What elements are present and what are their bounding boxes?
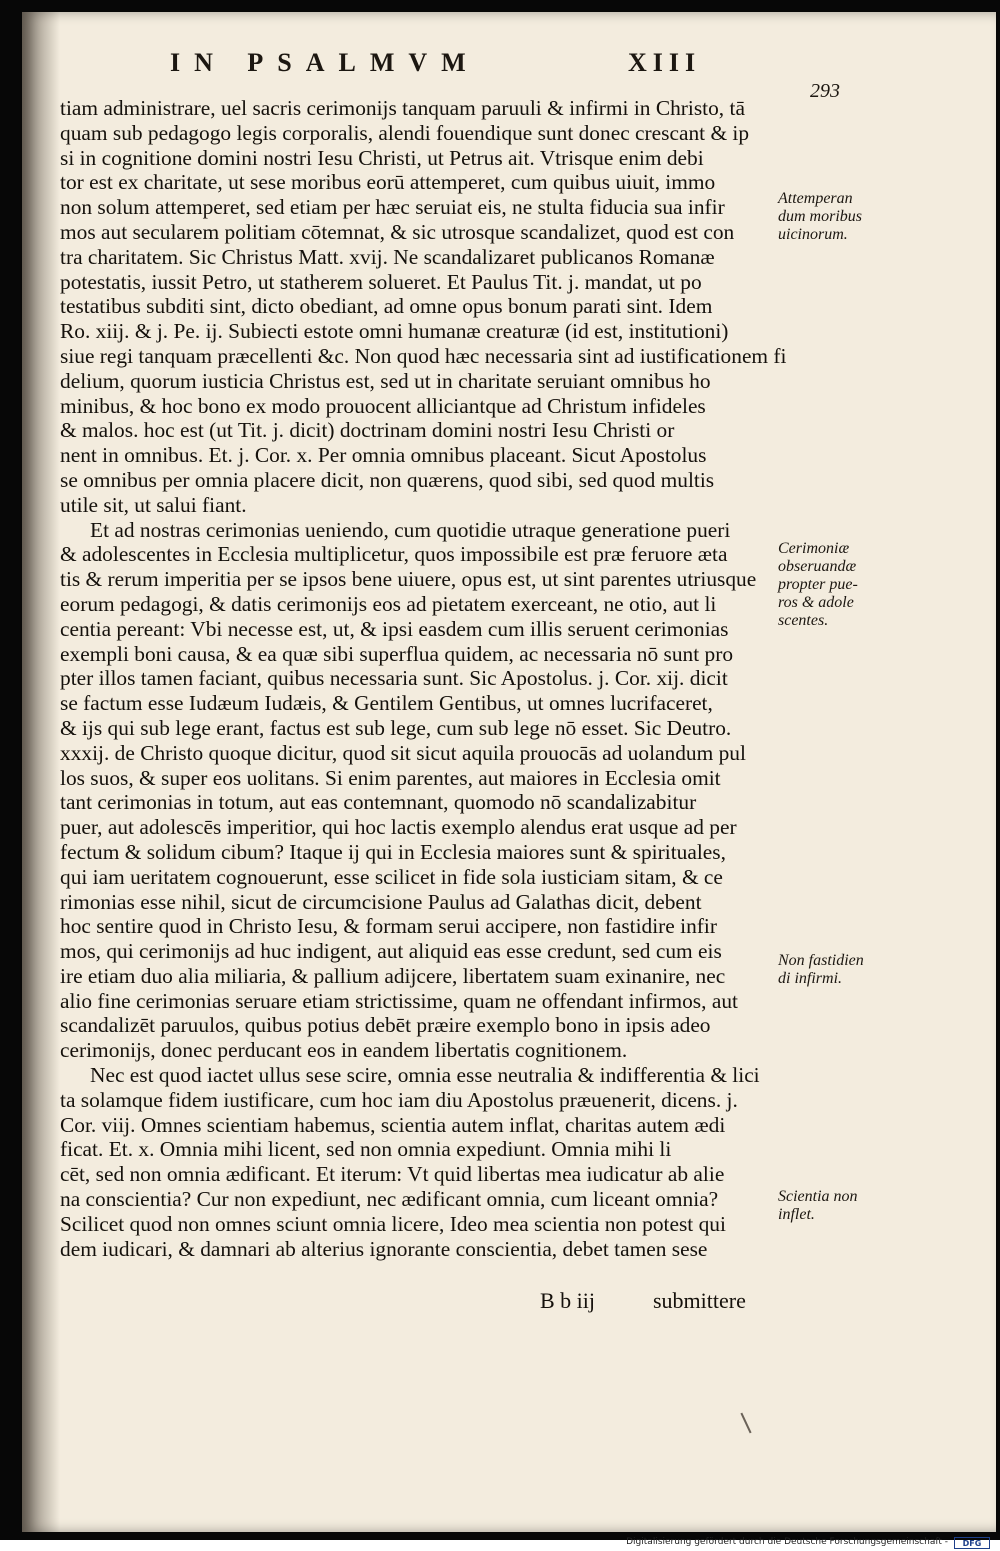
marginal-note-line: ros & adole (778, 594, 854, 611)
text-line: pter illos tamen faciant, quibus necessaria sunt. Sic Apostolus. j. Cor. xij. dicit (60, 666, 728, 691)
marginal-note-line: inflet. (778, 1206, 815, 1223)
dfg-logo: DFG (954, 1537, 990, 1549)
marginal-note-line: uicinorum. (778, 226, 848, 243)
marginal-note-line: Attemperan (778, 190, 853, 207)
funding-notice: Digitalisierung gefördert durch die Deutsche Forschungsgemeinschaft - (626, 1537, 948, 1547)
text-line: & ijs qui sub lege erant, factus est sub lege, cum sub lege nō esset. Sic Deutro. (60, 715, 732, 740)
text-line: se omnibus per omnia placere dicit, non quærens, quod sibi, sed quod multis (60, 467, 715, 492)
text-line: ire etiam duo alia miliaria, & pallium adijcere, libertatem suam exinanire, nec (60, 963, 726, 988)
marginal-note-line: propter pue- (778, 576, 858, 593)
marginal-note-line: di infirmi. (778, 970, 843, 987)
text-line: na conscientia? Cur non expediunt, nec ædificant omnia, cum liceant omnia? (60, 1187, 719, 1212)
text-line: ta solamque fidem iustificare, cum hoc iam diu Apostolus præuenerit, dicens. j. (60, 1087, 738, 1112)
running-head-title: IN PSALMVM (170, 48, 480, 77)
marginal-note-line: Non fastidien (778, 952, 864, 969)
catchline (540, 1288, 780, 1318)
text-line: Ro. xiij. & j. Pe. ij. Subiecti estote omni humanæ creaturæ (id est, institutioni) (60, 319, 729, 344)
text-line: minibus, & hoc bono ex modo prouocent alliciantque ad Christum infideles (60, 393, 706, 418)
text-line: tis & rerum imperitia per se ipsos bene uiuere, opus est, ut sint parentes utriusque (60, 567, 757, 592)
text-line: hoc sentire quod in Christo Iesu, & formam serui accipere, non fastidire infir (60, 914, 717, 939)
text-line: quam sub pedagogo legis corporalis, alendi fouendique sunt donec crescant & ip (60, 120, 750, 145)
text-line: & adolescentes in Ecclesia multiplicetur, quos impossibile est præ feruore æta (60, 542, 728, 567)
text-line: tra charitatem. Sic Christus Matt. xvij. Ne scandalizaret publicanos Romanæ (60, 244, 715, 269)
text-line: alio fine cerimonias seruare etiam strictissime, quam ne offendant infirmos, aut (60, 988, 738, 1013)
marginal-note-line: Scientia non (778, 1188, 858, 1205)
marginal-note-cerimoniae (778, 540, 888, 630)
running-head-psalm-number: XIII (628, 48, 702, 77)
text-line: scandalizēt paruulos, quibus potius debēt præire exemplo bono in ipsis adeo (60, 1013, 711, 1038)
text-line: mos aut secularem politiam cōtemnat, & sic utrosque scandalizet, quod est con (60, 219, 735, 244)
text-line: exempli boni causa, & ea quæ sibi superflua quidem, ac necessaria nō sunt pro (60, 641, 734, 666)
text-line: & malos. hoc est (ut Tit. j. dicit) doctrinam domini nostri Iesu Christi or (60, 418, 675, 443)
marginal-note-non-fastidiendi (778, 952, 888, 988)
text-line: cēt, sed non omnia ædificant. Et iterum: Vt quid libertas mea iudicatur ab alie (60, 1162, 725, 1187)
marginal-note-attemperandum (778, 190, 888, 244)
text-line: eorum pedagogi, & datis cerimonijs eos ad pietatem exerceant, ne otio, aut li (60, 591, 717, 616)
text-line: ficat. Et. x. Omnia mihi licent, sed non omnia expediunt. Omnia mihi li (60, 1137, 672, 1162)
text-line: non solum attemperet, sed etiam per hæc seruiat eis, ne stulta fiducia sua infir (60, 195, 725, 220)
text-line: dem iudicari, & damnari ab alterius ignorante conscientia, debet tamen sese (60, 1236, 708, 1261)
main-text-block (60, 96, 790, 1261)
text-line: Cor. viij. Omnes scientiam habemus, scientia autem inflat, charitas autem ædi (60, 1112, 726, 1137)
text-line: rimonias esse nihil, sicut de circumcisione Paulus ad Galathas dicit, debent (60, 889, 702, 914)
footer-bar (0, 1537, 1000, 1551)
text-line: xxxij. de Christo quoque dicitur, quod sit sicut aquila prouocās ad uolandum pul (60, 740, 746, 765)
text-line: centia pereant: Vbi necesse est, ut, & ipsi easdem cum illis seruent cerimonias (60, 616, 729, 641)
folio-number: 293 (810, 80, 840, 102)
text-line: Nec est quod iactet ullus sese scire, omnia esse neutralia & indifferentia & lici (90, 1063, 760, 1088)
text-line: nent in omnibus. Et. j. Cor. x. Per omnia omnibus placeant. Sicut Apostolus (60, 443, 707, 468)
text-line: siue regi tanquam præcellenti &c. Non quod hæc necessaria sint ad iustificationem fi (60, 343, 787, 368)
marginal-note-line: obseruandæ (778, 558, 857, 575)
catchword: submittere (653, 1288, 746, 1313)
marginal-note-line: Cerimoniæ (778, 540, 850, 557)
text-line: Et ad nostras cerimonias ueniendo, cum quotidie utraque generatione pueri (90, 517, 731, 542)
text-line: si in cognitione domini nostri Iesu Christi, ut Petrus ait. Vtrisque enim debi (60, 145, 704, 170)
text-line: tant cerimonias in totum, aut eas contemnant, quomodo nō scandalizabitur (60, 790, 697, 815)
text-line: puer, aut adolescēs imperitior, qui hoc lactis exemplo alendus erat usque ad per (60, 815, 737, 840)
text-line: qui iam ueritatem cognouerunt, esse scilicet in fide sola iusticiam sitam, & ce (60, 864, 723, 889)
text-line: mos, qui cerimonijs ad huc indigent, aut aliquid eas esse credunt, sed cum eis (60, 939, 722, 964)
text-line: cerimonijs, donec perducant eos in eandem libertatis cognitionem. (60, 1038, 628, 1063)
text-line: los suos, & super eos uolitans. Si enim parentes, aut maiores in Ecclesia omit (60, 765, 721, 790)
text-line: utile sit, ut salui fiant. (60, 492, 247, 517)
marginal-note-line: dum moribus (778, 208, 863, 225)
text-line: tiam administrare, uel sacris cerimonijs tanquam paruuli & infirmi in Christo, tā (60, 96, 745, 120)
marginal-note-line: scentes. (778, 612, 829, 629)
text-line: potestatis, iussit Petro, ut statherem solueret. Et Paulus Tit. j. mandat, ut po (60, 269, 702, 294)
marginal-note-scientia (778, 1188, 888, 1224)
gutter-shadow (22, 12, 60, 1532)
running-head (170, 48, 830, 88)
text-line: Scilicet quod non omnes sciunt omnia licere, Ideo mea scientia non potest qui (60, 1211, 726, 1236)
text-line: se factum esse Iudæum Iudæis, & Gentilem Gentibus, ut omnes lucrifaceret, (60, 691, 713, 716)
text-line: tor est ex charitate, ut sese moribus eorū attemperet, cum quibus uiuit, immo (60, 170, 716, 195)
signature-mark: B b iij (540, 1288, 596, 1313)
text-line: delium, quorum iusticia Christus est, sed ut in charitate seruiant omnibus ho (60, 368, 711, 393)
text-line: testatibus subditi sint, dicto obediant, ad omne opus bonum parati sint. Idem (60, 294, 713, 319)
text-line: fectum & solidum cibum? Itaque ij qui in Ecclesia maiores sunt & spirituales, (60, 839, 726, 864)
